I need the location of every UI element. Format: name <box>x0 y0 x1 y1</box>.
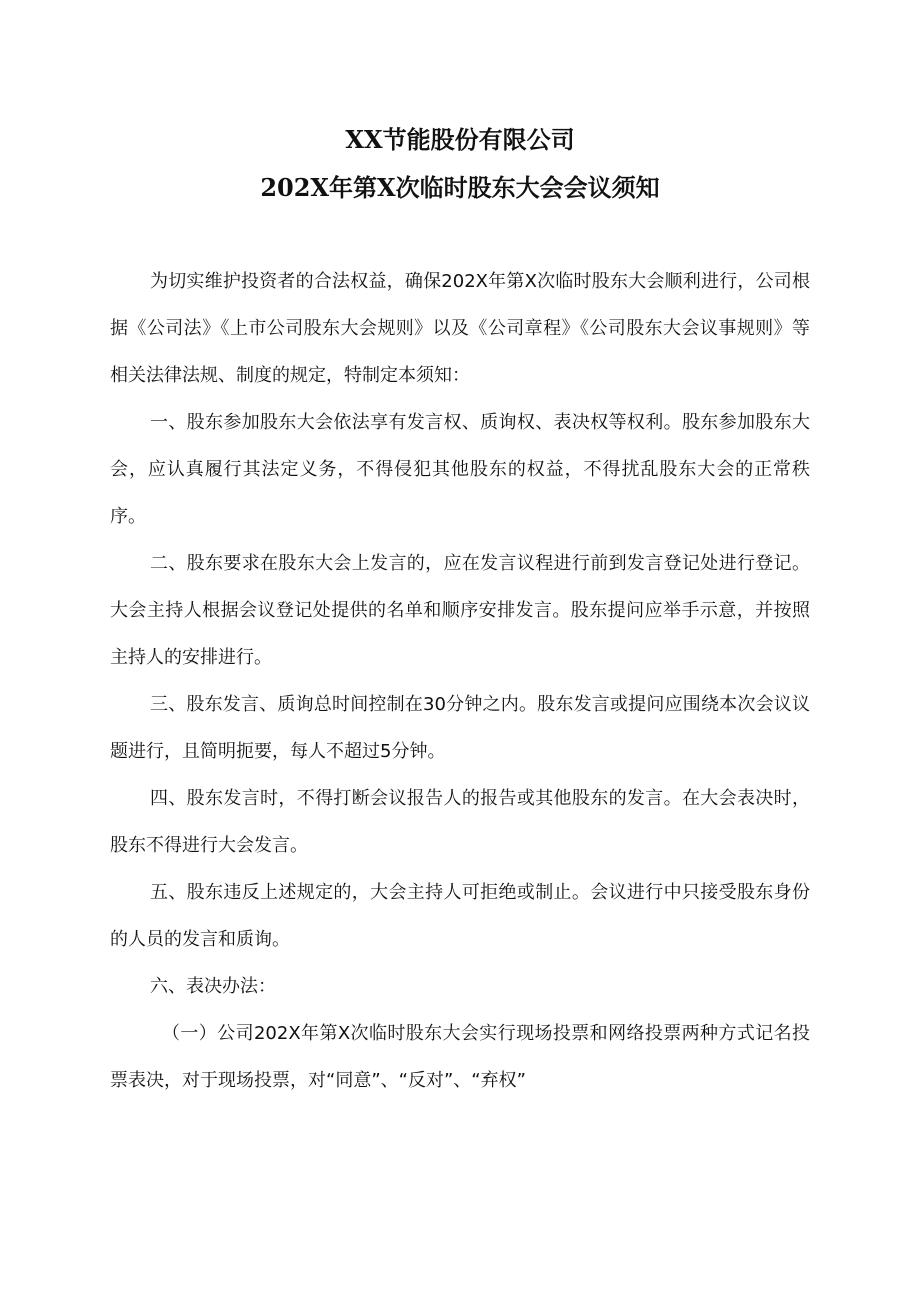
rule-2-paragraph: 二、股东要求在股东大会上发言的，应在发言议程进行前到发言登记处进行登记。大会主持人根据会议登记处提供的名单和顺序安排发言。股东提问应举手示意，并按照主持人的安排进行。 <box>110 553 810 668</box>
intro-paragraph: 为切实维护投资者的合法权益，确保202X年第X次临时股东大会顺利进行，公司根据《公司法》《上市公司股东大会规则》以及《公司章程》《公司股东大会议事规则》等相关法律法规、制度的规定，特制定本须知： <box>110 271 810 386</box>
rule-3-paragraph: 三、股东发言、质询总时间控制在30分钟之内。股东发言或提问应围绕本次会议议题进行，且简明扼要，每人不超过5分钟。 <box>110 694 810 762</box>
rule-5-paragraph: 五、股东违反上述规定的，大会主持人可拒绝或制止。会议进行中只接受股东身份的人员的发言和质询。 <box>110 882 810 950</box>
rule-6-heading: 六、表决办法： <box>150 976 276 997</box>
rule-6-subitem-1-paragraph: （一）公司202X年第X次临时股东大会实行现场投票和网络投票两种方式记名投票表决，对于现场投票，对“同意”、“反对”、“弃权” <box>110 1023 810 1091</box>
rule-1-paragraph: 一、股东参加股东大会依法享有发言权、质询权、表决权等权利。股东参加股东大会，应认真履行其法定义务，不得侵犯其他股东的权益，不得扰乱股东大会的正常秩序。 <box>110 412 810 527</box>
document-body <box>110 258 810 1104</box>
document-title <box>0 116 920 212</box>
meeting-notice-heading: 202X年第X次临时股东大会会议须知 <box>260 173 660 202</box>
rule-4-paragraph: 四、股东发言时，不得打断会议报告人的报告或其他股东的发言。在大会表决时，股东不得进行大会发言。 <box>110 788 810 856</box>
company-name-heading: XX节能股份有限公司 <box>345 125 575 154</box>
